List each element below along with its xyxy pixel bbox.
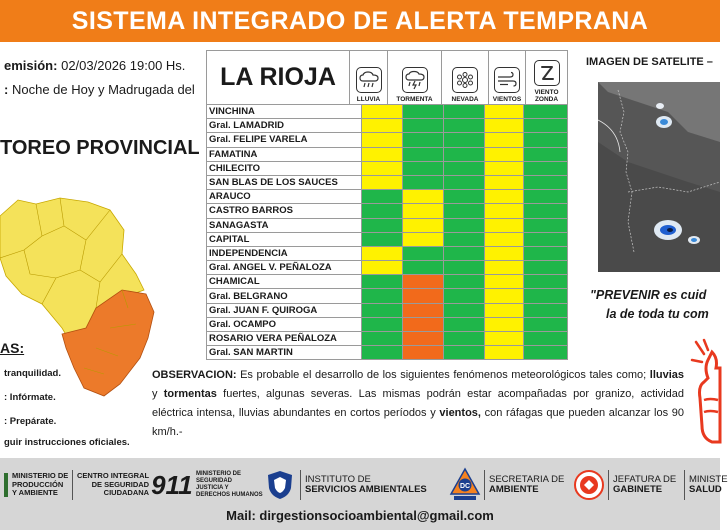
logo-defensa-civil xyxy=(450,466,564,504)
alert-level-cell xyxy=(484,332,523,346)
logo-line: CIUDADANA xyxy=(103,488,150,498)
column-label: VIENTOS xyxy=(492,96,522,103)
logo-line: JUSTICIA Y xyxy=(196,485,229,491)
alert-level-cell xyxy=(523,175,567,189)
logo-line: MINISTE xyxy=(689,473,728,485)
alert-level-cell xyxy=(523,332,567,346)
table-row xyxy=(207,147,568,161)
table-row xyxy=(207,303,568,317)
alert-level-cell xyxy=(523,119,567,133)
alert-level-cell xyxy=(443,204,484,218)
alert-level-cell xyxy=(523,204,567,218)
alert-level-cell xyxy=(443,246,484,260)
column-label: TORMENTA xyxy=(396,96,433,103)
alert-level-cell xyxy=(484,346,523,360)
alert-level-cell xyxy=(402,261,443,275)
alert-level-cell xyxy=(484,190,523,204)
logo-911 xyxy=(72,466,193,504)
alert-level-cell xyxy=(484,275,523,289)
alert-level-cell xyxy=(484,289,523,303)
alert-level-cell xyxy=(523,303,567,317)
observation-label: OBSERVACION: xyxy=(152,369,237,381)
alert-level-cell xyxy=(361,147,402,161)
logo-line: SALUD xyxy=(689,484,722,495)
observation-part: y xyxy=(152,388,164,400)
quote-line: "PREVENIR es cuid xyxy=(590,288,707,302)
column-header-zonda xyxy=(525,50,568,105)
alert-level-cell xyxy=(443,218,484,232)
alert-level-cell xyxy=(402,204,443,218)
alert-level-cell xyxy=(402,232,443,246)
emblem-icon xyxy=(2,471,10,499)
department-name: CASTRO BARROS xyxy=(207,204,362,218)
alert-level-cell xyxy=(361,289,402,303)
hand-icon xyxy=(690,338,720,448)
alert-level-cell xyxy=(361,175,402,189)
logo-produccion-ambiente xyxy=(2,466,68,504)
alert-level-cell xyxy=(484,232,523,246)
logo-line: SECRETARIA DE xyxy=(489,473,565,485)
alert-level-cell xyxy=(484,261,523,275)
logo-line: Y AMBIENTE xyxy=(12,488,58,498)
department-name: VINCHINA xyxy=(207,105,362,119)
logo-line: PRODUCCIÓN xyxy=(12,479,64,489)
alert-level-cell xyxy=(402,119,443,133)
alert-level-cell xyxy=(361,317,402,331)
quote-line: la de toda tu com xyxy=(606,307,709,321)
table-row xyxy=(207,218,568,232)
logo-line: MINISTERIO DE xyxy=(196,471,242,477)
alert-level-cell xyxy=(484,204,523,218)
alert-level-cell xyxy=(361,275,402,289)
alert-level-cell xyxy=(361,246,402,260)
seal-icon xyxy=(574,470,604,500)
snow-icon xyxy=(452,67,478,93)
department-name: CHAMICAL xyxy=(207,275,362,289)
alert-level-cell xyxy=(361,204,402,218)
alert-level-cell xyxy=(361,218,402,232)
table-row xyxy=(207,133,568,147)
table-row xyxy=(207,317,568,331)
alert-level-cell xyxy=(443,317,484,331)
alert-level-cell xyxy=(523,218,567,232)
alert-level-cell xyxy=(443,175,484,189)
alert-level-cell xyxy=(443,147,484,161)
department-name: CAPITAL xyxy=(207,232,362,246)
alert-table xyxy=(206,104,568,360)
alert-level-cell xyxy=(523,105,567,119)
alert-level-cell xyxy=(484,133,523,147)
wind-icon xyxy=(494,67,520,93)
satellite-title: IMAGEN DE SATELITE – xyxy=(586,56,713,68)
alert-level-cell xyxy=(523,289,567,303)
alert-level-cell xyxy=(361,232,402,246)
divider xyxy=(300,470,301,500)
zonda-icon xyxy=(534,60,560,86)
observation-keyword: lluvias xyxy=(649,369,685,381)
observation-part: con ráfagas que pueden alcanzar los 90 km/h.- xyxy=(152,407,684,438)
alert-level-cell xyxy=(443,161,484,175)
header-banner xyxy=(0,0,720,42)
province-map xyxy=(0,178,158,400)
logo-servicios-ambientales xyxy=(300,466,427,504)
issue-period-value: Noche de Hoy y Madrugada del xyxy=(11,82,195,97)
logo-line: MINISTERIO DE xyxy=(12,471,69,481)
divider xyxy=(72,470,73,500)
issue-date xyxy=(4,58,185,73)
alert-level-cell xyxy=(523,275,567,289)
logo-line: CENTRO INTEGRAL xyxy=(77,471,150,481)
logo-jefatura-gabinete xyxy=(574,466,676,504)
divider xyxy=(684,470,685,500)
alert-level-cell xyxy=(523,190,567,204)
alert-level-cell xyxy=(523,232,567,246)
department-name: ROSARIO VERA PEÑALOZA xyxy=(207,332,362,346)
issue-date-value: 02/03/2026 19:00 Hs. xyxy=(61,58,186,73)
alert-level-cell xyxy=(484,119,523,133)
alert-level-cell xyxy=(402,246,443,260)
department-name: INDEPENDENCIA xyxy=(207,246,362,260)
alert-level-cell xyxy=(523,147,567,161)
references-title: AS: xyxy=(0,340,25,356)
alert-level-cell xyxy=(402,147,443,161)
alert-level-cell xyxy=(361,346,402,360)
column-header-rain xyxy=(349,50,388,105)
alert-level-cell xyxy=(443,275,484,289)
alert-level-cell xyxy=(484,303,523,317)
column-header-snow xyxy=(441,50,489,105)
alert-level-cell xyxy=(443,261,484,275)
alert-level-cell xyxy=(484,161,523,175)
table-row xyxy=(207,119,568,133)
alert-level-cell xyxy=(361,161,402,175)
divider xyxy=(484,470,485,500)
table-row xyxy=(207,275,568,289)
department-name: SANAGASTA xyxy=(207,218,362,232)
column-label: VIENTO ZONDA xyxy=(534,89,559,103)
alert-level-cell xyxy=(361,133,402,147)
logo-line: GABINETE xyxy=(613,484,663,495)
alert-level-cell xyxy=(443,289,484,303)
alert-level-cell xyxy=(402,133,443,147)
column-header-storm xyxy=(387,50,442,105)
alert-level-cell xyxy=(361,105,402,119)
storm-icon xyxy=(402,67,428,93)
alert-level-cell xyxy=(361,332,402,346)
table-row xyxy=(207,289,568,303)
alert-level-cell xyxy=(484,317,523,331)
logo-seguridad xyxy=(196,466,293,504)
table-row xyxy=(207,105,568,119)
observation-text xyxy=(152,366,684,442)
alert-level-cell xyxy=(402,289,443,303)
alert-level-cell xyxy=(402,317,443,331)
table-row xyxy=(207,246,568,260)
department-name: Gral. BELGRANO xyxy=(207,289,362,303)
logo-line: SEGURIDAD xyxy=(196,478,233,484)
observation-part: fuertes, algunas severas. Las mismas podrán estar acompañadas por granizo, actividad eléctrica intensa, lluvias abundantes en cortos períodos y xyxy=(152,388,684,419)
region-title: LA RIOJA xyxy=(206,50,350,105)
logo-line: JEFATURA DE xyxy=(613,473,677,485)
rain-icon xyxy=(356,67,382,93)
column-label: NEVADA xyxy=(451,96,479,103)
department-name: Gral. OCAMPO xyxy=(207,317,362,331)
table-row xyxy=(207,161,568,175)
logo-line: INSTITUTO DE xyxy=(305,473,371,485)
alert-level-cell xyxy=(443,133,484,147)
table-row xyxy=(207,190,568,204)
table-row xyxy=(207,332,568,346)
department-name: Gral. LAMADRID xyxy=(207,119,362,133)
alert-level-cell xyxy=(402,175,443,189)
alert-level-cell xyxy=(361,190,402,204)
alert-level-cell xyxy=(484,175,523,189)
table-row xyxy=(207,204,568,218)
alert-level-cell xyxy=(361,261,402,275)
alert-level-cell xyxy=(443,105,484,119)
logo-line: DE SEGURIDAD xyxy=(91,479,150,489)
logo-number: 911 xyxy=(151,469,193,500)
alert-level-cell xyxy=(443,232,484,246)
alert-level-cell xyxy=(402,105,443,119)
observation-part: Es probable el desarrollo de los siguientes fenómenos meteorológicos tales como; xyxy=(236,369,647,381)
alert-level-cell xyxy=(523,317,567,331)
alert-level-cell xyxy=(523,133,567,147)
reference-item: guir instrucciones oficiales. xyxy=(4,437,130,448)
table-row xyxy=(207,232,568,246)
alert-level-cell xyxy=(484,218,523,232)
logo-line: AMBIENTE xyxy=(489,484,539,495)
alert-level-cell xyxy=(484,246,523,260)
alert-level-cell xyxy=(523,161,567,175)
alert-level-cell xyxy=(523,246,567,260)
observation-keyword: tormentas xyxy=(163,388,217,400)
alert-level-cell xyxy=(402,190,443,204)
issue-date-label: emisión: xyxy=(4,58,58,73)
alert-level-cell xyxy=(402,218,443,232)
alert-level-cell xyxy=(443,303,484,317)
department-name: Gral. JUAN F. QUIROGA xyxy=(207,303,362,317)
alert-level-cell xyxy=(443,190,484,204)
alert-level-cell xyxy=(402,303,443,317)
alert-level-cell xyxy=(523,346,567,360)
shield-icon xyxy=(267,470,293,500)
alert-level-cell xyxy=(443,119,484,133)
table-row xyxy=(207,175,568,189)
alert-level-cell xyxy=(523,261,567,275)
divider xyxy=(608,470,609,500)
alert-level-cell xyxy=(361,303,402,317)
reference-item: : Infórmate. xyxy=(4,392,56,403)
department-name: SAN BLAS DE LOS SAUCES xyxy=(207,175,362,189)
logo-line: DERECHOS HUMANOS xyxy=(196,492,263,498)
department-name: Gral. FELIPE VARELA xyxy=(207,133,362,147)
department-name: Gral. SAN MARTIN xyxy=(207,346,362,360)
alert-level-cell xyxy=(402,332,443,346)
alert-level-cell xyxy=(402,346,443,360)
satellite-image xyxy=(598,82,720,272)
logo-salud xyxy=(684,466,728,504)
footer-logos xyxy=(0,466,728,504)
department-name: CHILECITO xyxy=(207,161,362,175)
issue-period-label: : xyxy=(4,82,9,97)
alert-level-cell xyxy=(402,275,443,289)
department-name: FAMATINA xyxy=(207,147,362,161)
contact-mail: Mail: dirgestionsocioambiental@gmail.com xyxy=(226,508,494,523)
alert-level-cell xyxy=(484,105,523,119)
logo-badge: DC xyxy=(459,483,471,490)
alert-level-cell xyxy=(402,161,443,175)
page-title: SISTEMA INTEGRADO DE ALERTA TEMPRANA xyxy=(71,6,649,35)
department-name: Gral. ANGEL V. PEÑALOZA xyxy=(207,261,362,275)
alert-level-cell xyxy=(443,332,484,346)
reference-item: tranquilidad. xyxy=(4,368,61,379)
alert-level-cell xyxy=(361,119,402,133)
alert-level-cell xyxy=(484,147,523,161)
column-header-wind xyxy=(488,50,526,105)
civil-defense-icon xyxy=(450,468,480,502)
alert-level-cell xyxy=(443,346,484,360)
issue-period xyxy=(4,82,195,97)
observation-keyword: vientos, xyxy=(439,407,481,419)
column-label: LLUVIA xyxy=(356,96,381,103)
section-title: TOREO PROVINCIAL xyxy=(0,137,200,159)
table-row xyxy=(207,346,568,360)
reference-item: : Prepárate. xyxy=(4,416,57,427)
department-name: ARAUCO xyxy=(207,190,362,204)
logo-line: SERVICIOS AMBIENTALES xyxy=(305,484,427,495)
table-row xyxy=(207,261,568,275)
